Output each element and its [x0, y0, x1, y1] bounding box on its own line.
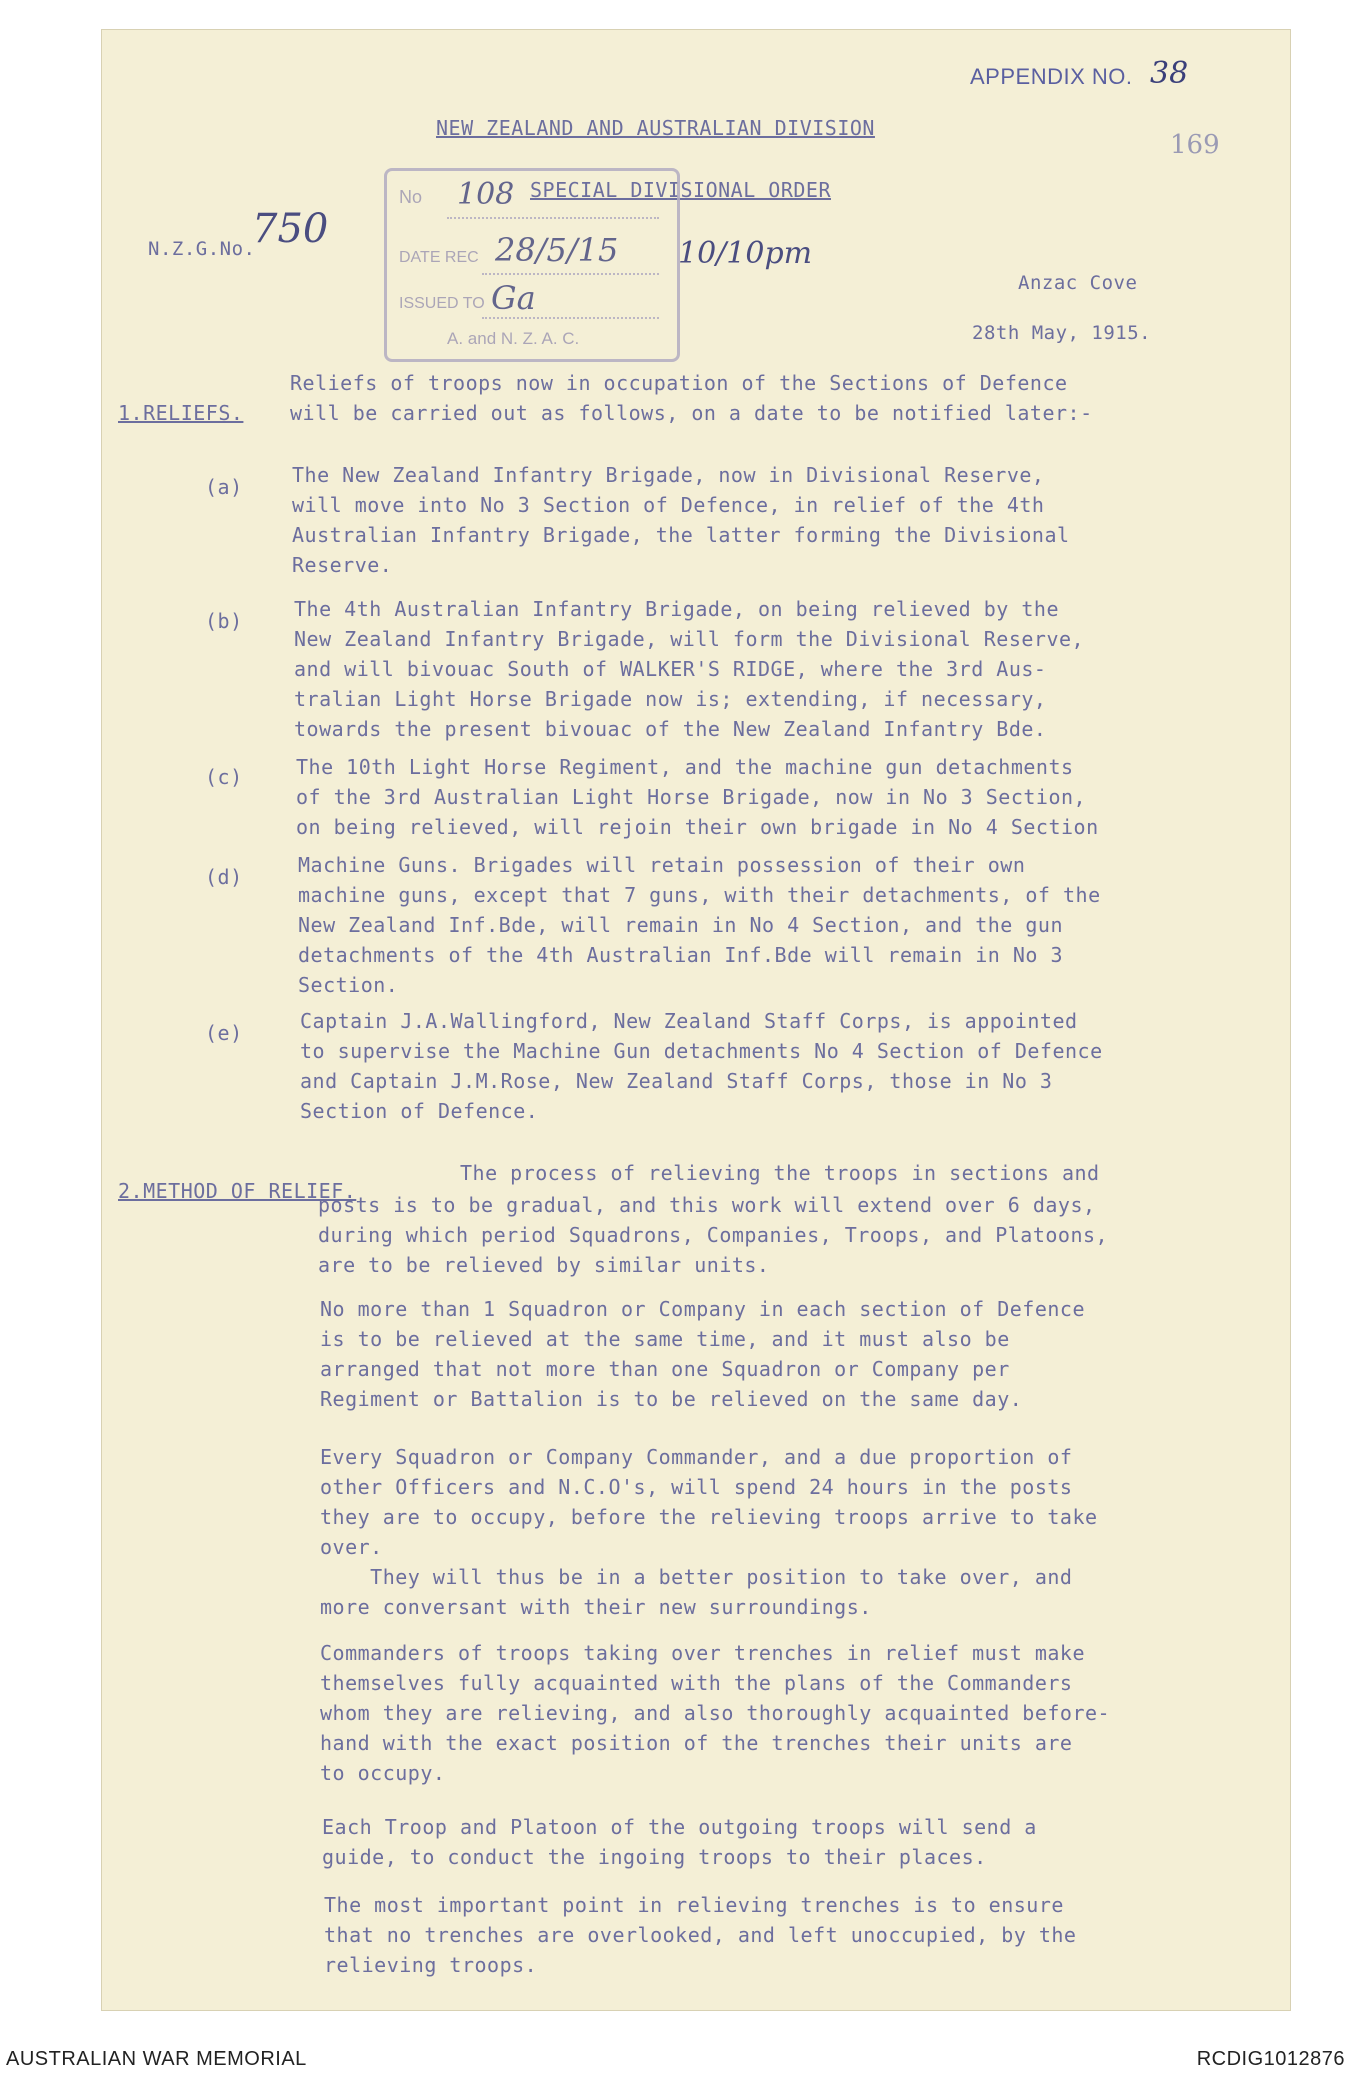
body-line: that no trenches are overlooked, and left unoccupied, by the: [324, 1923, 1077, 1947]
body-line: The most important point in relieving trenches is to ensure: [324, 1893, 1064, 1917]
order-title: SPECIAL DIVISIONAL ORDER: [530, 178, 831, 202]
section-heading-reliefs: 1.RELIEFS.: [118, 401, 244, 425]
stamp-no-label: No: [399, 187, 423, 207]
body-line: The process of relieving the troops in sections and: [460, 1161, 1100, 1185]
page-number: 169: [1170, 130, 1220, 160]
stamp-footer: A. and N. Z. A. C.: [447, 329, 580, 348]
body-line: Commanders of troops taking over trenches in relief must make: [320, 1641, 1086, 1665]
body-line: relieving troops.: [324, 1953, 538, 1977]
body-line: of the 3rd Australian Light Horse Brigade, now in No 3 Section,: [296, 785, 1087, 809]
body-line: hand with the exact position of the trenches their units are: [320, 1731, 1073, 1755]
body-line: Reserve.: [292, 553, 393, 577]
stamp-issued-value: Ga: [491, 279, 536, 317]
body-line: No more than 1 Squadron or Company in each section of Defence: [320, 1297, 1086, 1321]
date: 28th May, 1915.: [972, 322, 1152, 344]
body-line: are to be relieved by similar units.: [318, 1253, 770, 1277]
body-line: Section of Defence.: [300, 1099, 539, 1123]
body-line: and Captain J.M.Rose, New Zealand Staff Corps, those in No 3: [300, 1069, 1053, 1093]
body-line: detachments of the 4th Australian Inf.Bde will remain in No 3: [298, 943, 1064, 967]
body-line: will move into No 3 Section of Defence, in relief of the 4th: [292, 493, 1045, 517]
body-line: The New Zealand Infantry Brigade, now in Divisional Reserve,: [292, 463, 1045, 487]
body-line: over.: [320, 1535, 383, 1559]
item-label: (e): [205, 1021, 243, 1045]
stamp-date-value: 28/5/15: [495, 231, 619, 269]
body-line: Australian Infantry Brigade, the latter forming the Divisional: [292, 523, 1070, 547]
body-line: Each Troop and Platoon of the outgoing troops will send a: [322, 1815, 1037, 1839]
body-line: more conversant with their new surroundings.: [320, 1595, 872, 1619]
body-line: tralian Light Horse Brigade now is; extending, if necessary,: [294, 687, 1047, 711]
body-line: other Officers and N.C.O's, will spend 24 hours in the posts: [320, 1475, 1073, 1499]
item-label: (c): [205, 765, 243, 789]
archive-id: RCDIG1012876: [1196, 2048, 1345, 2070]
stamp-rule: [482, 317, 659, 319]
body-line: Machine Guns. Brigades will retain possession of their own: [298, 853, 1026, 877]
body-line: themselves fully acquainted with the plans of the Commanders: [320, 1671, 1073, 1695]
location: Anzac Cove: [1018, 272, 1138, 294]
archive-source: AUSTRALIAN WAR MEMORIAL: [6, 2048, 307, 2070]
body-line: and will bivouac South of WALKER'S RIDGE, where the 3rd Aus-: [294, 657, 1047, 681]
body-line: towards the present bivouac of the New Zealand Infantry Bde.: [294, 717, 1047, 741]
body-line: arranged that not more than one Squadron or Company per: [320, 1357, 1010, 1381]
section-heading-method-of-relief: 2.METHOD OF RELIEF.: [118, 1179, 357, 1203]
body-line: New Zealand Infantry Brigade, will form the Divisional Reserve,: [294, 627, 1085, 651]
item-label: (b): [205, 609, 243, 633]
reference-label: N.Z.G.No.: [148, 238, 256, 260]
stamp-date-label: DATE REC: [399, 249, 479, 266]
handwritten-time: 10/10pm: [678, 236, 813, 271]
body-line: during which period Squadrons, Companies, Troops, and Platoons,: [318, 1223, 1109, 1247]
division-title: NEW ZEALAND AND AUSTRALIAN DIVISION: [436, 116, 875, 140]
appendix-number: 38: [1150, 56, 1189, 91]
body-line: Regiment or Battalion is to be relieved on the same day.: [320, 1387, 1023, 1411]
reference-number: 750: [252, 206, 329, 252]
body-line: Section.: [298, 973, 399, 997]
body-line: is to be relieved at the same time, and it must also be: [320, 1327, 1010, 1351]
stamp-no-value: 108: [457, 177, 515, 212]
body-line: machine guns, except that 7 guns, with their detachments, of the: [298, 883, 1101, 907]
body-line: New Zealand Inf.Bde, will remain in No 4 Section, and the gun: [298, 913, 1064, 937]
item-label: (d): [205, 865, 243, 889]
stamp-rule: [482, 273, 659, 275]
body-line: to occupy.: [320, 1761, 446, 1785]
body-line: The 4th Australian Infantry Brigade, on being relieved by the: [294, 597, 1060, 621]
body-line: on being relieved, will rejoin their own brigade in No 4 Section: [296, 815, 1099, 839]
body-line: Every Squadron or Company Commander, and a due proportion of: [320, 1445, 1073, 1469]
body-line: they are to occupy, before the relieving troops arrive to take: [320, 1505, 1098, 1529]
body-line: guide, to conduct the ingoing troops to their places.: [322, 1845, 987, 1869]
appendix-label: APPENDIX NO.: [970, 64, 1133, 89]
body-line: to supervise the Machine Gun detachments No 4 Section of Defence: [300, 1039, 1103, 1063]
body-line: They will thus be in a better position to take over, and: [320, 1565, 1073, 1589]
item-label: (a): [205, 475, 243, 499]
stamp-rule: [447, 217, 659, 219]
received-stamp: [384, 168, 680, 362]
body-line: posts is to be gradual, and this work will extend over 6 days,: [318, 1193, 1096, 1217]
body-line: Reliefs of troops now in occupation of the Sections of Defence: [290, 371, 1068, 395]
body-line: will be carried out as follows, on a date to be notified later:-: [290, 401, 1093, 425]
stamp-issued-label: ISSUED TO: [399, 295, 485, 312]
body-line: Captain J.A.Wallingford, New Zealand Staff Corps, is appointed: [300, 1009, 1078, 1033]
body-line: The 10th Light Horse Regiment, and the machine gun detachments: [296, 755, 1074, 779]
body-line: whom they are relieving, and also thoroughly acquainted before-: [320, 1701, 1111, 1725]
